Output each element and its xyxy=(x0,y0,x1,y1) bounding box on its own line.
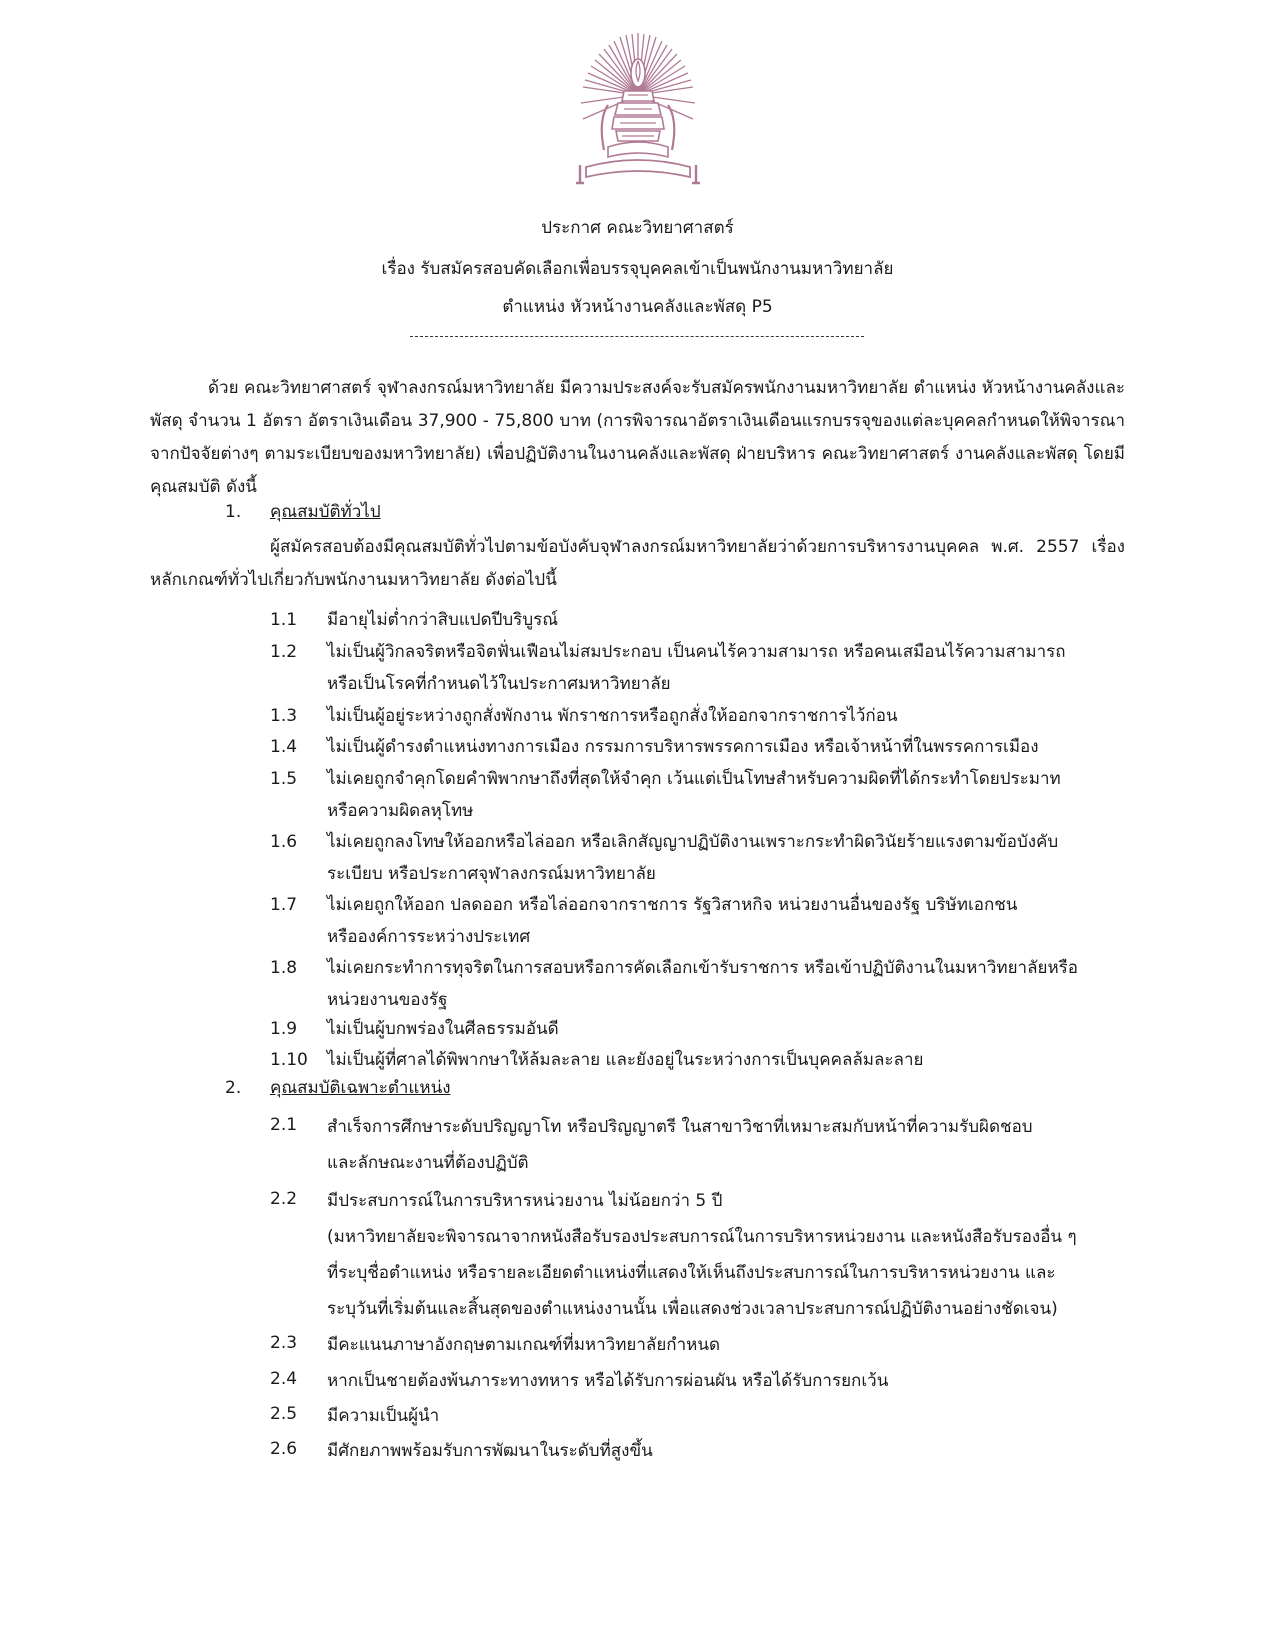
section-2-title: คุณสมบัติเฉพาะตำแหน่ง xyxy=(270,1078,451,1098)
section-1-item-line: ไม่เคยถูกให้ออก ปลดออก หรือไล่ออกจากราชการ รัฐวิสาหกิจ หน่วยงานอื่นของรัฐ บริษัทเอกชน xyxy=(327,895,1018,915)
section-2-item-number: 2.4 xyxy=(270,1369,298,1389)
section-2-item-text xyxy=(327,1327,1125,1363)
section-1-item-line: ไม่เป็นผู้ที่ศาลได้พิพากษาให้ล้มละลาย และยังอยู่ในระหว่างการเป็นบุคคลล้มละลาย xyxy=(327,1050,924,1070)
section-2-item-number: 2.5 xyxy=(270,1404,298,1424)
section-2-item-line: มีความเป็นผู้นำ xyxy=(327,1406,440,1426)
section-2-item-text xyxy=(327,1398,1125,1434)
section-2-item-line: ที่ระบุชื่อตำแหน่ง หรือรายละเอียดตำแหน่งที่แสดงให้เห็นถึงประสบการณ์ในการบริหารหน่วยงาน และ xyxy=(327,1263,1056,1283)
section-1-intro xyxy=(150,531,1125,597)
section-1-item-text xyxy=(327,731,1125,763)
section-2-item-number: 2.3 xyxy=(270,1333,298,1353)
section-1-item-number: 1.10 xyxy=(270,1050,308,1070)
section-1-item-number: 1.5 xyxy=(270,769,298,789)
section-2-item-text xyxy=(327,1363,1125,1399)
section-2-item-text xyxy=(327,1109,1125,1181)
section-1-item-number: 1.6 xyxy=(270,832,298,852)
section-2-item-line: มีคะแนนภาษาอังกฤษตามเกณฑ์ที่มหาวิทยาลัยกำหนด xyxy=(327,1335,721,1355)
section-1-item-text xyxy=(327,1013,1125,1045)
header-divider xyxy=(410,336,864,337)
section-1-item-line: ไม่เป็นผู้ดำรงตำแหน่งทางการเมือง กรรมการบริหารพรรคการเมือง หรือเจ้าหน้าที่ในพรรคการเมือง xyxy=(327,737,1039,757)
section-2-number: 2. xyxy=(225,1078,242,1098)
announcement-position: ตำแหน่ง หัวหน้างานคลังและพัสดุ P5 xyxy=(502,297,773,317)
section-2-item-line: มีประสบการณ์ในการบริหารหน่วยงาน ไม่น้อยกว่า 5 ปี xyxy=(327,1191,723,1211)
section-2-item-line: และลักษณะงานที่ต้องปฏิบัติ xyxy=(327,1153,529,1173)
section-2-item-text xyxy=(327,1183,1125,1327)
section-1-item-number: 1.4 xyxy=(270,737,298,757)
announcement-subject: เรื่อง รับสมัครสอบคัดเลือกเพื่อบรรจุบุคคลเข้าเป็นพนักงานมหาวิทยาลัย xyxy=(381,259,894,279)
section-2-item-number: 2.2 xyxy=(270,1189,298,1209)
section-1-item-number: 1.9 xyxy=(270,1019,298,1039)
section-1-item-line: ไม่เคยถูกลงโทษให้ออกหรือไล่ออก หรือเลิกสัญญาปฏิบัติงานเพราะกระทำผิดวินัยร้ายแรงตามข้อบังคับ xyxy=(327,832,1059,852)
section-1-item-line: ระเบียบ หรือประกาศจุฬาลงกรณ์มหาวิทยาลัย xyxy=(327,864,656,884)
section-2-item-line: มีศักยภาพพร้อมรับการพัฒนาในระดับที่สูงขึ้น xyxy=(327,1441,653,1461)
section-1-item-line: มีอายุไม่ต่ำกว่าสิบแปดปีบริบูรณ์ xyxy=(327,610,559,630)
section-2-item-text xyxy=(327,1433,1125,1469)
section-1-item-text xyxy=(327,604,1125,636)
section-1-intro-text: ผู้สมัครสอบต้องมีคุณสมบัติทั่วไปตามข้อบังคับจุฬาลงกรณ์มหาวิทยาลัยว่าด้วยการบริหารงานบุคคล พ.ศ. 2557 เรื่องหลักเกณฑ์ทั่วไปเกี่ยวกับพนักงานมหาวิทยาลัย ดังต่อไปนี้ xyxy=(150,537,1125,590)
section-2-item-line: หากเป็นชายต้องพ้นภาระทางทหาร หรือได้รับการผ่อนผัน หรือได้รับการยกเว้น xyxy=(327,1371,889,1391)
announcement-title: ประกาศ คณะวิทยาศาสตร์ xyxy=(541,218,734,238)
section-1-item-number: 1.2 xyxy=(270,642,298,662)
section-1-item-text xyxy=(327,700,1125,732)
section-1-item-number: 1.1 xyxy=(270,610,298,630)
intro-paragraph xyxy=(150,372,1125,504)
section-2-item-number: 2.6 xyxy=(270,1439,298,1459)
section-1-item-number: 1.3 xyxy=(270,706,298,726)
section-1-item-text xyxy=(327,763,1125,827)
section-1-item-number: 1.8 xyxy=(270,958,298,978)
section-1-item-line: หรือองค์การระหว่างประเทศ xyxy=(327,927,531,947)
section-1-item-line: ไม่เป็นผู้วิกลจริตหรือจิตฟั่นเฟือนไม่สมประกอบ เป็นคนไร้ความสามารถ หรือคนเสมือนไร้ความสามารถ xyxy=(327,642,1066,662)
section-2-item-number: 2.1 xyxy=(270,1115,298,1135)
section-1-number: 1. xyxy=(225,502,242,522)
section-1-item-text xyxy=(327,889,1125,953)
section-1-item-line: ไม่เป็นผู้บกพร่องในศีลธรรมอันดี xyxy=(327,1019,559,1039)
section-1-item-text xyxy=(327,636,1125,700)
university-emblem xyxy=(568,25,708,200)
section-1-item-text xyxy=(327,826,1125,890)
section-1-item-line: ไม่เป็นผู้อยู่ระหว่างถูกสั่งพักงาน พักราชการหรือถูกสั่งให้ออกจากราชการไว้ก่อน xyxy=(327,706,898,726)
section-2-item-line: ระบุวันที่เริ่มต้นและสิ้นสุดของตำแหน่งงานนั้น เพื่อแสดงช่วงเวลาประสบการณ์ปฏิบัติงานอย่างชัดเจน) xyxy=(327,1299,1058,1319)
section-2-item-line: (มหาวิทยาลัยจะพิจารณาจากหนังสือรับรองประสบการณ์ในการบริหารหน่วยงาน และหนังสือรับรองอื่น ๆ xyxy=(327,1227,1077,1247)
section-1-item-number: 1.7 xyxy=(270,895,298,915)
section-2-item-line: สำเร็จการศึกษาระดับปริญญาโท หรือปริญญาตรี ในสาขาวิชาที่เหมาะสมกับหน้าที่ความรับผิดชอบ xyxy=(327,1117,1033,1137)
section-1-item-line: ไม่เคยถูกจำคุกโดยคำพิพากษาถึงที่สุดให้จำคุก เว้นแต่เป็นโทษสำหรับความผิดที่ได้กระทำโดยประมาท xyxy=(327,769,1061,789)
section-1-item-text xyxy=(327,952,1125,1016)
section-1-item-line: หรือเป็นโรคที่กำหนดไว้ในประกาศมหาวิทยาลัย xyxy=(327,674,671,694)
section-1-item-line: หรือความผิดลหุโทษ xyxy=(327,801,474,821)
section-1-title: คุณสมบัติทั่วไป xyxy=(270,502,381,522)
section-1-item-line: หน่วยงานของรัฐ xyxy=(327,990,448,1010)
intro-text: ด้วย คณะวิทยาศาสตร์ จุฬาลงกรณ์มหาวิทยาลัย มีความประสงค์จะรับสมัครพนักงานมหาวิทยาลัย ตำแหน่ง หัวหน้างานคลังและพัสดุ จำนวน 1 อัตรา อัตราเงินเดือน 37,900 - 75,800 บาท (การพิจารณาอัตราเงินเดือนแรกบรรจุของแต่ละบุคคลกำหนดให้พิจารณาจากปัจจัยต่างๆ ตามระเบียบของมหาวิทยาลัย) เพื่อปฏิบัติงานในงานคลังและพัสดุ ฝ่ายบริหาร คณะวิทยาศาสตร์ งานคลังและพัสดุ โดยมีคุณสมบัติ ดังนี้ xyxy=(150,378,1125,497)
section-1-item-line: ไม่เคยกระทำการทุจริตในการสอบหรือการคัดเลือกเข้ารับราชการ หรือเข้าปฏิบัติงานในมหาวิทยาลัยหรือ xyxy=(327,958,1079,978)
